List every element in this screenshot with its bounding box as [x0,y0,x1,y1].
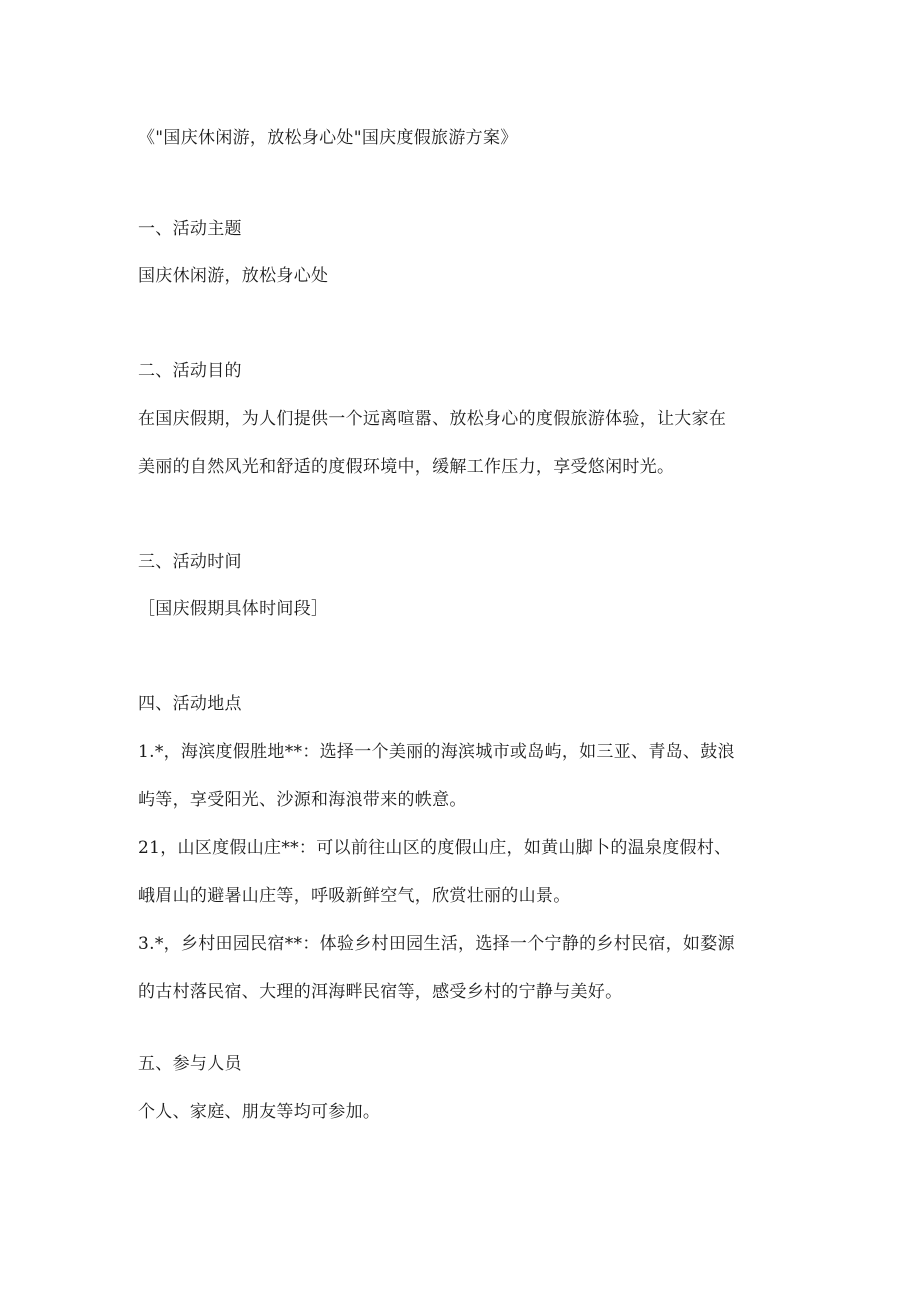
paragraph-line: 1.*，海滨度假胜地**：选择一个美丽的海滨城市或岛屿，如三亚、青岛、鼓浪 [138,742,735,762]
paragraph-line: ［国庆假期具体时间段］ [138,599,329,619]
section-heading-time: 三、活动时间 [138,552,242,572]
section-heading-location: 四、活动地点 [138,694,242,714]
paragraph-line: 屿等，享受阳光、沙源和海浪带来的帙意。 [138,790,467,810]
paragraph-line: 美丽的自然风光和舒适的度假环境中，缓解工作压力，享受悠闲时光。 [138,457,675,477]
section-heading-theme: 一、活动主题 [138,219,242,239]
section-heading-purpose: 二、活动目的 [138,361,242,381]
section-heading-participants: 五、参与人员 [138,1054,242,1074]
paragraph-line: 的古村落民宿、大理的洱海畔民宿等，感受乡村的宁静与美好。 [138,982,623,1002]
paragraph-line: 个人、家庭、朋友等均可参加。 [138,1102,381,1122]
paragraph-line: 在国庆假期，为人们提供一个远离喧嚣、放松身心的度假旅游体验，让大家在 [138,409,727,429]
paragraph-line: 21，山区度假山庄**：可以前往山区的度假山庄，如黄山脚卜的温泉度假村、 [138,838,732,858]
paragraph-line: 国庆休闲游，放松身心处 [138,266,329,286]
document-title: 《"国庆休闲游，放松身心处"国庆度假旅游方案》 [138,128,518,148]
paragraph-line: 峨眉山的避暑山庄等，呼吸新鲜空气，欣赏壮丽的山景。 [138,886,571,906]
paragraph-line: 3.*，乡村田园民宿**：体验乡村田园生活，选择一个宁静的乡村民宿，如婺源 [138,934,735,954]
